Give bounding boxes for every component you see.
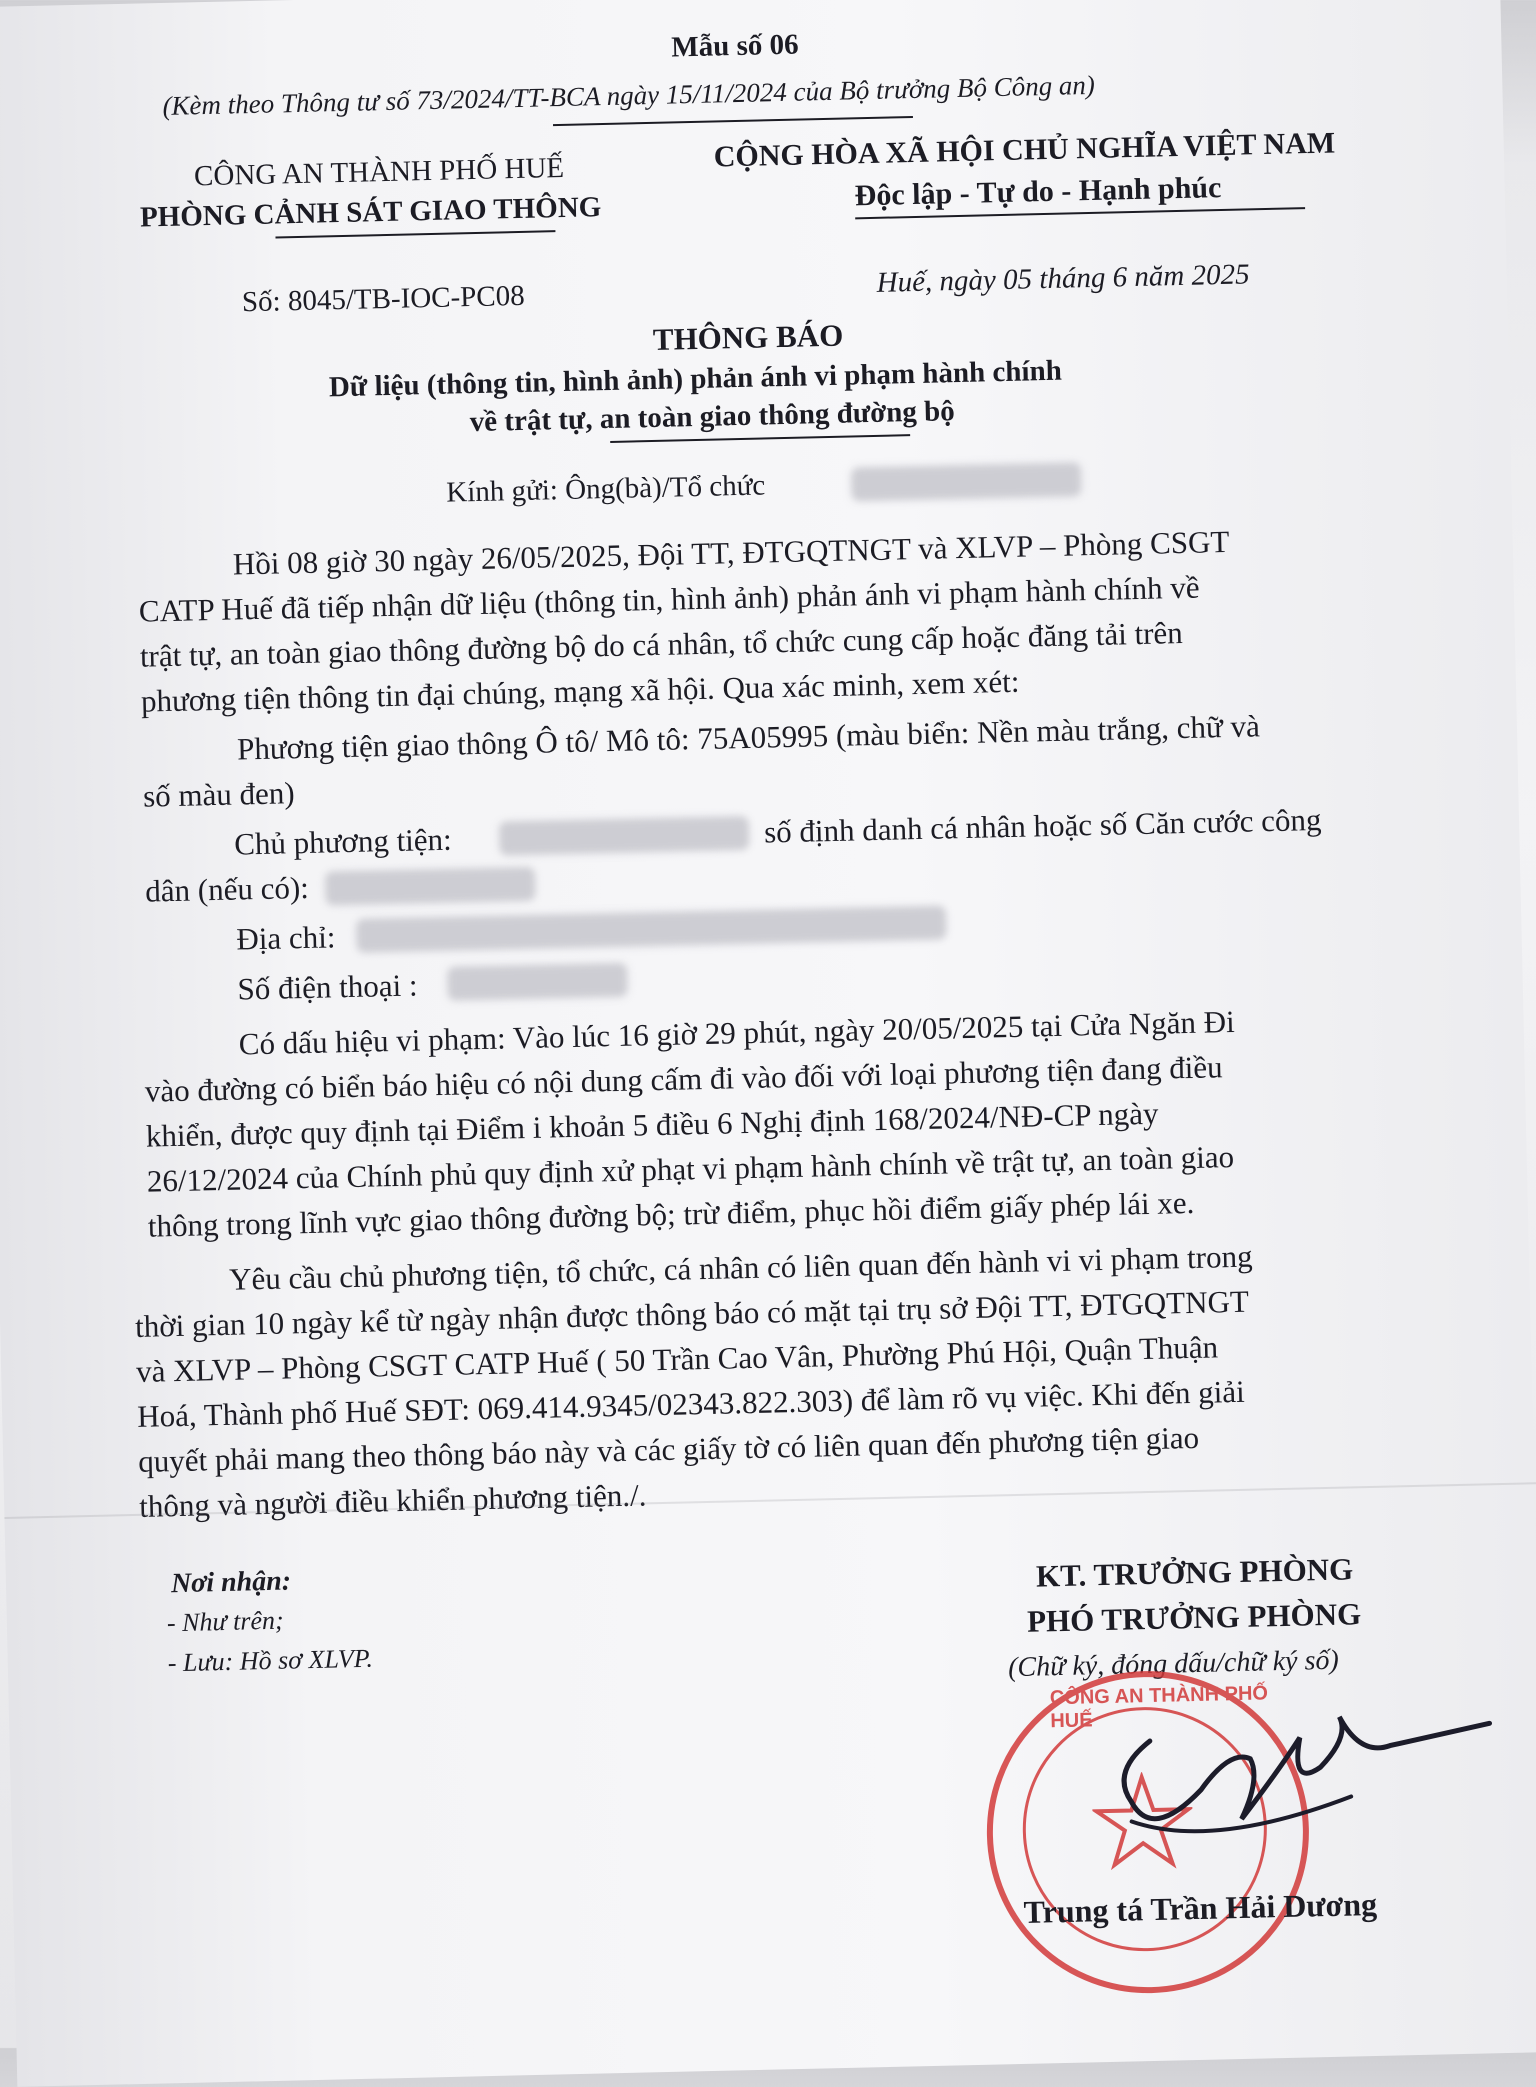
issuer-parent: CÔNG AN THÀNH PHỐ HUẾ	[193, 151, 565, 193]
owner-id-label-2: dân (nếu có):	[144, 869, 310, 909]
signature-scribble-icon	[1089, 1693, 1513, 1872]
doc-subtitle-1: Dữ liệu (thông tin, hình ảnh) phản ánh vi phạm hành chính	[328, 354, 1063, 404]
violation-line: thông trong lĩnh vực giao thông đường bộ; trừ điểm, phục hồi điểm giấy phép lái xe.	[147, 1184, 1195, 1244]
redacted-recipient	[851, 462, 1082, 501]
recipients-title: Nơi nhận:	[170, 1565, 292, 1600]
request-line: quyết phải mang theo thông báo này và các giấy tờ có liên quan đến phương tiện giao	[137, 1419, 1200, 1479]
doc-subtitle-2: về trật tự, an toàn giao thông đường bộ	[469, 395, 956, 439]
place-date: Huế, ngày 05 tháng 6 năm 2025	[876, 258, 1250, 299]
subtitle-underline	[610, 434, 910, 443]
recipient-label: Kính gửi: Ông(bà)/Tổ chức	[445, 469, 766, 509]
signer-name: Trung tá Trần Hải Dương	[1023, 1885, 1378, 1930]
address-label: Địa chỉ:	[236, 919, 336, 957]
intro-line: Hồi 08 giờ 30 ngày 26/05/2025, Đội TT, ĐTGQTNGT và XLVP – Phòng CSGT	[232, 523, 1230, 582]
form-number: Mẫu số 06	[670, 28, 799, 64]
vehicle-line: Phương tiện giao thông Ô tô/ Mô tô: 75A05995 (màu biển: Nền màu trắng, chữ và	[236, 708, 1261, 767]
recipient-item: - Lưu: Hồ sơ XLVP.	[167, 1643, 374, 1678]
redacted-phone	[447, 963, 628, 1001]
redacted-id	[325, 867, 536, 906]
redacted-address	[356, 905, 947, 952]
divider	[553, 116, 913, 126]
intro-line: trật tự, an toàn giao thông đường bộ do cá nhân, tổ chức cung cấp hoặc đăng tải trên	[139, 615, 1184, 674]
violation-line: vào đường có biển báo hiệu có nội dung cấm đi vào đối với loại phương tiện đang điều	[144, 1049, 1223, 1109]
recipient-item: - Như trên;	[166, 1605, 284, 1638]
request-line: và XLVP – Phòng CSGT CATP Huế ( 50 Trần Cao Vân, Phường Phú Hội, Quận Thuận	[135, 1329, 1219, 1389]
request-line: thông và người điều khiển phương tiện./.	[138, 1477, 647, 1524]
issuer-underline	[275, 230, 555, 238]
intro-line: CATP Huế đã tiếp nhận dữ liệu (thông tin, hình ảnh) phản ánh vi phạm hành chính về	[138, 569, 1200, 629]
request-line: Yêu cầu chủ phương tiện, tổ chức, cá nhân có liên quan đến hành vi vi phạm trong	[228, 1238, 1253, 1297]
vehicle-line: số màu đen)	[142, 775, 296, 814]
owner-label: Chủ phương tiện:	[233, 821, 453, 862]
doc-title: THÔNG BÁO	[652, 317, 844, 357]
issuer-department: PHÒNG CẢNH SÁT GIAO THÔNG	[139, 191, 602, 234]
request-line: Hoá, Thành phố Huế SĐT: 069.414.9345/02343.822.303) để làm rõ vụ việc. Khi đến giải	[136, 1373, 1246, 1434]
signature-note: (Chữ ký, đóng dấu/chữ ký số)	[1007, 1644, 1340, 1684]
redacted-owner	[499, 816, 750, 856]
signature-position: PHÓ TRƯỞNG PHÒNG	[1026, 1596, 1362, 1639]
stamp-text: CÔNG AN THÀNH PHỐ HUẾ	[1049, 1682, 1269, 1733]
national-name: CỘNG HÒA XÃ HỘI CHỦ NGHĨA VIỆT NAM	[713, 126, 1336, 174]
doc-number: Số: 8045/TB-IOC-PC08	[241, 279, 526, 319]
form-reference: (Kèm theo Thông tư số 73/2024/TT-BCA ngày 15/11/2024 của Bộ trưởng Bộ Công an)	[162, 69, 1096, 122]
signature-for: KT. TRƯỞNG PHÒNG	[1035, 1551, 1354, 1594]
violation-line: 26/12/2024 của Chính phủ quy định xử phạt vi phạm hành chính về trật tự, an toàn giao	[146, 1138, 1235, 1199]
request-line: thời gian 10 ngày kể từ ngày nhận được thông báo có mặt tại trụ sở Đội TT, ĐTGQTNGT	[134, 1283, 1250, 1344]
national-motto: Độc lập - Tự do - Hạnh phúc	[854, 171, 1222, 213]
violation-line: Có dấu hiệu vi phạm: Vào lúc 16 giờ 29 phút, ngày 20/05/2025 tại Cửa Ngăn Đi	[238, 1003, 1236, 1062]
intro-line: phương tiện thông tin đại chúng, mạng xã hội. Qua xác minh, xem xét:	[140, 663, 1020, 719]
phone-label: Số điện thoại :	[237, 967, 418, 1007]
violation-line: khiển, được quy định tại Điểm i khoản 5 điều 6 Nghị định 168/2024/NĐ-CP ngày	[145, 1095, 1159, 1154]
owner-id-label: số định danh cá nhân hoặc số Căn cước công	[763, 801, 1322, 850]
